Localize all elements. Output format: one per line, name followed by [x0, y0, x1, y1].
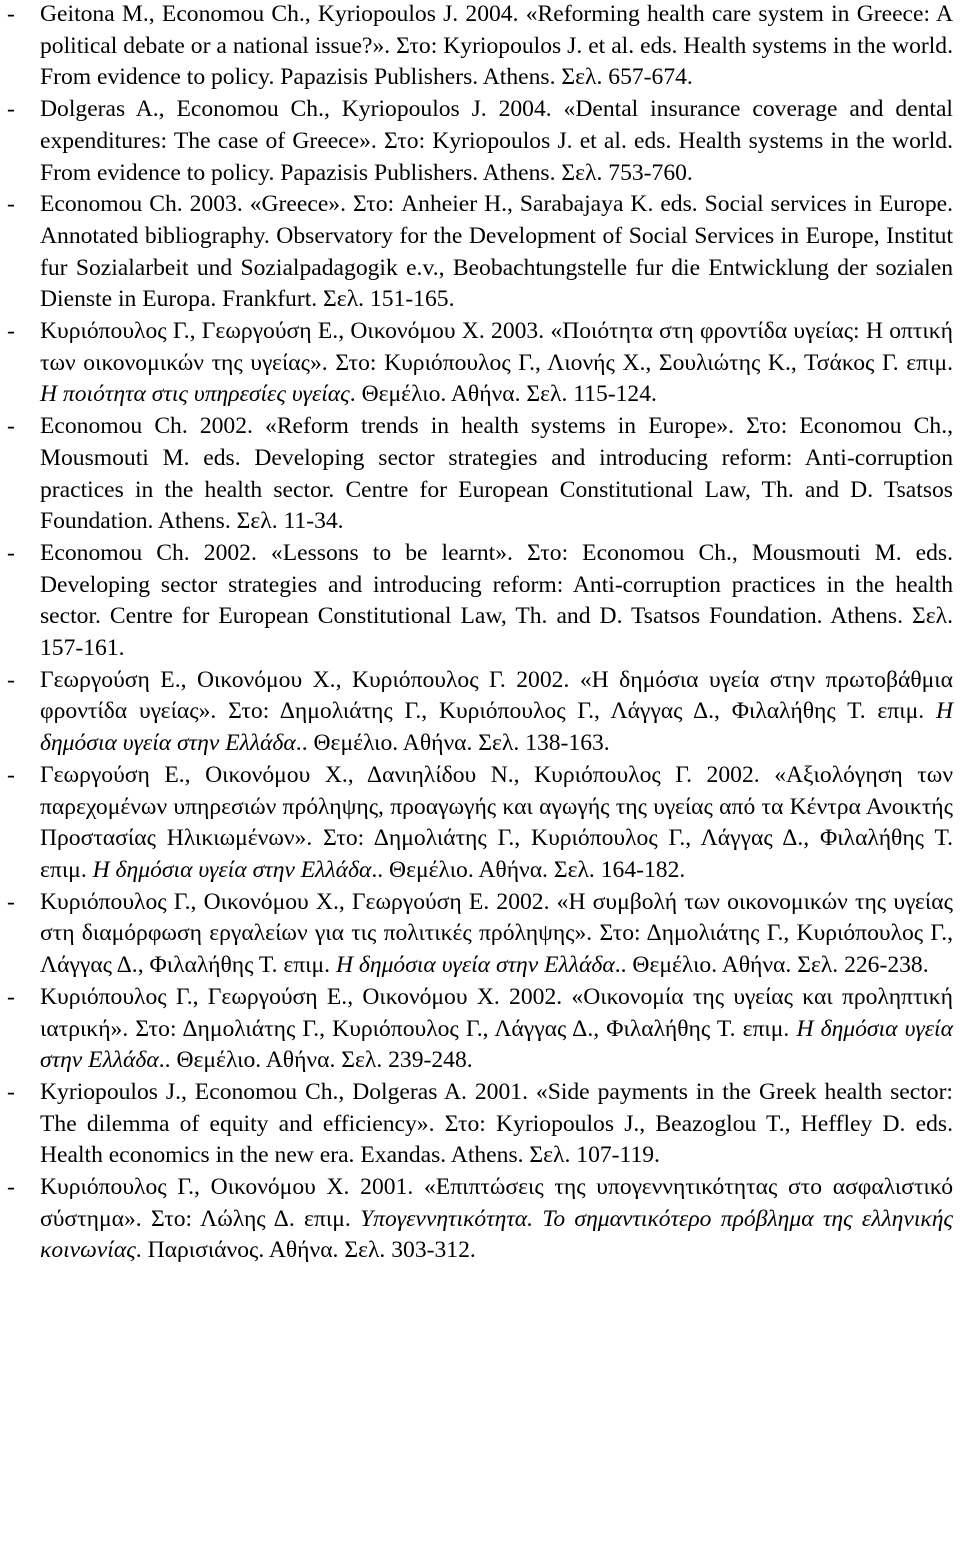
- reference-book-title: Η δημόσια υγεία στην Ελλάδα: [40, 1015, 953, 1074]
- reference-text: Κυριόπουλος Γ., Οικονόμου Χ. 2001. «Επιπτώσεις της υπογεννητικότητας στο ασφαλιστικό σύστημα». Στο: Λώλης Δ. επιμ.: [40, 1174, 953, 1232]
- reference-item: [7, 0, 953, 94]
- reference-text-tail: .. Θεμέλιο. Αθήνα. Σελ. 226-238.: [614, 952, 929, 979]
- reference-item: [7, 94, 953, 189]
- reference-text: Κυριόπουλος Γ., Γεωργούση Ε., Οικονόμου Χ. 2002. «Οικονομία της υγείας και προληπτική ιατρική». Στο: Δημολιάτης Γ., Κυριόπουλος Γ., Λάγγας Δ., Φιλαλήθης Τ. επιμ.: [40, 983, 953, 1042]
- list-dash: -: [7, 96, 15, 123]
- reference-item: [7, 1077, 953, 1172]
- reference-item: [7, 411, 953, 538]
- list-dash: -: [7, 1, 15, 27]
- reference-text: Κυριόπουλος Γ., Γεωργούση Ε., Οικονόμου Χ. 2003. «Ποιότητα στη φροντίδα υγείας: Η οπτική των οικονομικών της υγείας». Στο: Κυριόπουλος Γ., Λιονής Χ., Σουλιώτης Κ., Τσάκος Γ. επιμ.: [40, 318, 953, 376]
- reference-text: Economou Ch. 2002. «Lessons to be learnt». Στο: Economou Ch., Mousmouti M. eds. Developing sector strategies and introducing reform: Anti-corruption practices in the health sector. Centre for European Constitutional Law, Th. and D. Tsatsos Foundation. Athens. Σελ. 157-161.: [40, 539, 953, 662]
- reference-book-title: Η ποιότητα στις υπηρεσίες υγείας: [40, 381, 350, 408]
- reference-text: Dolgeras A., Economou Ch., Kyriopoulos J. 2004. «Dental insurance coverage and dental expenditures: The case of Greece». Στο: Kyriopoulos J. et al. eds. Health systems in the world. From evidence to policy. Papazisis Publishers. Athens. Σελ. 753-760.: [40, 96, 953, 186]
- list-dash: -: [7, 539, 15, 566]
- list-dash: -: [7, 761, 15, 788]
- reference-item: [7, 1172, 953, 1267]
- reference-text: Economou Ch. 2002. «Reform trends in health systems in Europe». Στο: Economou Ch., Mousmouti M. eds. Developing sector strategies and introducing reform: Anti-corruption practices in the health sector. Centre for European Constitutional Law, Th. and D. Tsatsos Foundation. Athens. Σελ. 11-34.: [40, 413, 953, 535]
- reference-list: [7, 0, 953, 1267]
- list-dash: -: [7, 413, 15, 440]
- reference-book-title: Η δημόσια υγεία στην Ελλάδα: [40, 698, 953, 757]
- reference-item: [7, 316, 953, 411]
- list-dash: -: [7, 191, 15, 218]
- reference-text: Kyriopoulos J., Economou Ch., Dolgeras A. 2001. «Side payments in the Greek health sector: The dilemma of equity and efficiency». Στο: Kyriopoulos J., Beazoglou T., Heffley D. eds. Health economics in the new era. Exandas. Athens. Σελ. 107-119.: [40, 1078, 953, 1169]
- list-dash: -: [7, 666, 15, 693]
- reference-text: Γεωργούση Ε., Οικονόμου Χ., Κυριόπουλος Γ. 2002. «Η δημόσια υγεία στην πρωτοβάθμια φροντίδα υγείας». Στο: Δημολιάτης Γ., Κυριόπουλος Γ., Λάγγας Δ., Φιλαλήθης Τ. επιμ.: [40, 666, 953, 725]
- reference-text-tail: . Παρισιάνος. Αθήνα. Σελ. 303-312.: [135, 1237, 476, 1264]
- list-dash: -: [7, 318, 15, 345]
- reference-text: Economou Ch. 2003. «Greece». Στο: Anheier H., Sarabajaya K. eds. Social services in Europe. Annotated bibliography. Observatory for the Development of Social Services in Europe, Institut fur Sozialarbeit und Sozialpadagogik e.v., Beobachtungstelle fur die Entwicklung der sozialen Dienste in Europa. Frankfurt. Σελ. 151-165.: [40, 191, 953, 313]
- reference-book-title: Υπογεννητικότητα. Το σημαντικότερο πρόβλημα της ελληνικής κοινωνίας: [40, 1205, 954, 1264]
- list-dash: -: [7, 888, 15, 915]
- reference-item: [7, 189, 953, 316]
- reference-item: [7, 887, 953, 982]
- reference-book-title: Η δημόσια υγεία στην Ελλάδα: [92, 856, 372, 883]
- reference-text: Κυριόπουλος Γ., Οικονόμου Χ., Γεωργούση Ε. 2002. «Η συμβολή των οικονομικών της υγείας στη διαμόρφωση εργαλείων για τις πολιτικές πρόληψης». Στο: Δημολιάτης Γ., Κυριόπουλος Γ., Λάγγας Δ., Φιλαλήθης Τ. επιμ.: [40, 888, 953, 979]
- reference-text-tail: . Θεμέλιο. Αθήνα. Σελ. 115-124.: [349, 381, 657, 408]
- list-dash: -: [7, 1078, 15, 1105]
- reference-text: Γεωργούση Ε., Οικονόμου Χ., Δανιηλίδου Ν., Κυριόπουλος Γ. 2002. «Αξιολόγηση των παρεχομένων υπηρεσιών πρόληψης, προαγωγής και αγωγής της υγείας από τα Κέντρα Ανοικτής Προστασίας Ηλικιωμένων». Στο: Δημολιάτης Γ., Κυριόπουλος Γ., Λάγγας Δ., Φιλαλήθης Τ. επιμ.: [40, 761, 953, 883]
- reference-text-tail: .. Θεμέλιο. Αθήνα. Σελ. 164-182.: [371, 856, 686, 883]
- reference-item: [7, 538, 953, 665]
- reference-item: [7, 760, 953, 887]
- reference-book-title: Η δημόσια υγεία στην Ελλάδα: [335, 952, 615, 979]
- reference-item: [7, 982, 953, 1077]
- reference-text-tail: .. Θεμέλιο. Αθήνα. Σελ. 239-248.: [158, 1047, 473, 1074]
- reference-item: [7, 665, 953, 760]
- list-dash: -: [7, 1174, 15, 1201]
- list-dash: -: [7, 983, 15, 1010]
- reference-text: Geitona M., Economou Ch., Kyriopoulos J. 2004. «Reforming health care system in Greece: A political debate or a national issue?». Στο: Kyriopoulos J. et al. eds. Health systems in the world. From evidence to policy. Papazisis Publishers. Athens. Σελ. 657-674.: [40, 1, 953, 91]
- reference-text-tail: .. Θεμέλιο. Αθήνα. Σελ. 138-163.: [295, 730, 610, 757]
